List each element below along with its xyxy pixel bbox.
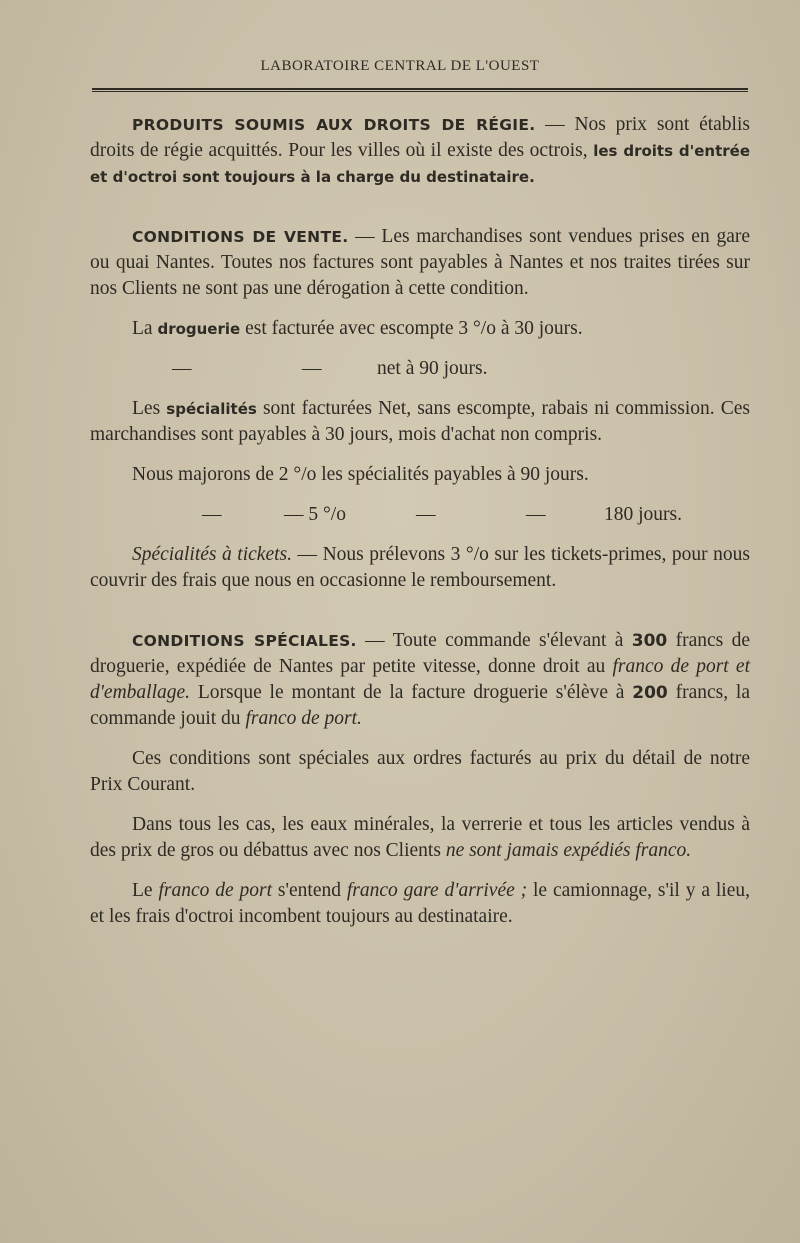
- heading-conditions-speciales: CONDITIONS SPÉCIALES.: [132, 632, 357, 650]
- dash: —: [348, 226, 382, 247]
- bold-specialites: spécialités: [166, 400, 257, 418]
- dash: —: [356, 630, 393, 651]
- ditto-dash: —: [526, 504, 546, 525]
- text: francs, la commande jouit du: [90, 682, 750, 729]
- page-header: LABORATOIRE CENTRAL DE L'OUEST: [260, 58, 540, 74]
- text: La: [132, 318, 158, 339]
- paragraph-conditions-vente: [90, 224, 750, 302]
- italic-text: franco de port: [158, 880, 273, 901]
- document-body: [90, 112, 750, 944]
- text: Le: [132, 880, 159, 901]
- paragraph-droguerie: [90, 316, 750, 342]
- dash: —: [535, 114, 575, 135]
- text: Toute commande s'élevant à: [392, 630, 632, 651]
- paragraph-conditions-speciales: [90, 628, 750, 732]
- header-rule: [92, 88, 748, 92]
- text: 180 jours.: [604, 504, 682, 525]
- dash: —: [291, 544, 323, 565]
- text: net à 90 jours.: [377, 358, 488, 379]
- ditto-dash: —: [302, 358, 322, 379]
- paragraph-eaux-minerales: [90, 812, 750, 864]
- text: s'entend: [272, 880, 347, 901]
- paragraph-specialites: [90, 396, 750, 448]
- row-net-90: [90, 356, 750, 382]
- text: Les: [132, 398, 167, 419]
- paragraph-prix-courant: Ces conditions sont spéciales aux ordres facturés au prix du détail de notre Prix Courant.: [90, 748, 750, 795]
- heading-regie: PRODUITS SOUMIS AUX DROITS DE RÉGIE.: [132, 116, 536, 134]
- paragraph-franco: [90, 878, 750, 930]
- bold-droguerie: droguerie: [157, 320, 241, 338]
- ditto-dash: —: [172, 358, 192, 379]
- bold-number: 200: [632, 683, 668, 703]
- text: Lorsque le montant de la facture droguerie s'élève à: [190, 682, 633, 703]
- ditto-dash: —: [416, 504, 436, 525]
- ditto-dash: — 5 °/o: [284, 504, 346, 525]
- text: francs de droguerie, expédiée de Nantes par petite vitesse, donne droit au: [90, 630, 750, 677]
- text: le camionnage, s'il y a lieu, et les frais d'octroi incombent toujours au destinataire.: [90, 880, 750, 927]
- row-180-jours: [90, 502, 750, 528]
- paragraph-regie: [90, 112, 750, 190]
- text: Nos prix sont établis droits de régie acquittés. Pour les villes où il existe des octrois,: [90, 114, 750, 161]
- ditto-dash: —: [202, 504, 222, 525]
- italic-text: Spécialités à tickets.: [132, 544, 292, 565]
- italic-text: franco de port et d'emballage.: [90, 656, 750, 703]
- bold-text: les droits d'entrée et d'octroi sont toujours à la charge du destinataire.: [90, 142, 751, 186]
- italic-text: franco gare d'arrivée ;: [346, 880, 528, 901]
- bold-number: 300: [631, 631, 668, 651]
- paragraph-tickets: [90, 542, 750, 594]
- text: Nous prélevons 3 °/o sur les tickets-primes, pour nous couvrir des frais que nous en occasionne le remboursement.: [90, 544, 750, 591]
- text: Dans tous les cas, les eaux minérales, la verrerie et tous les articles vendus à des prix de gros ou débattus avec nos Clients: [90, 814, 750, 861]
- text: est facturée avec escompte 3 °/o à 30 jours.: [240, 318, 583, 339]
- text: Les marchandises sont vendues prises en gare ou quai Nantes. Toutes nos factures sont payables à Nantes et nos traites tirées sur nos Clients ne sont pas une dérogation à cette condition.: [90, 226, 751, 299]
- paragraph-majoration: Nous majorons de 2 °/o les spécialités payables à 90 jours.: [132, 464, 589, 485]
- text: sont facturées Net, sans escompte, rabais ni commission. Ces marchandises sont payables à 30 jours, mois d'achat non compris.: [90, 398, 751, 445]
- heading-conditions-vente: CONDITIONS DE VENTE.: [132, 228, 349, 246]
- italic-text: franco de port.: [245, 708, 362, 729]
- italic-text: ne sont jamais expédiés franco.: [445, 840, 692, 861]
